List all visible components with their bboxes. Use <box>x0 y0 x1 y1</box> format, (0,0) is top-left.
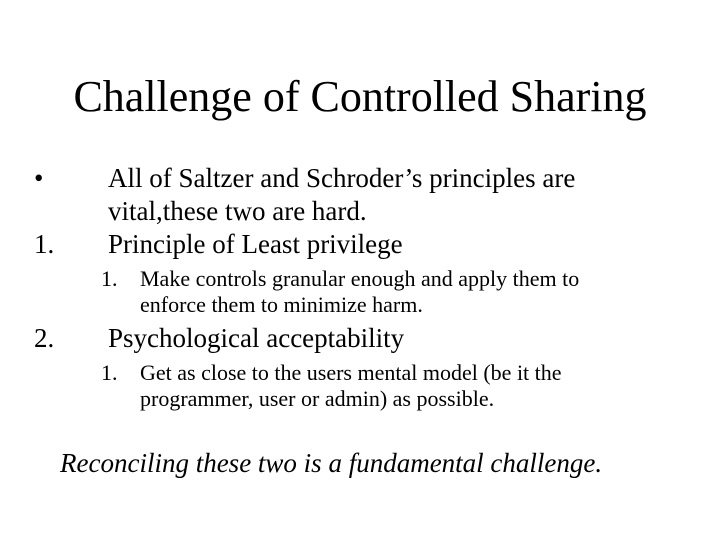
sub-item-text-line: Make controls granular enough and apply them to <box>140 266 580 291</box>
bullet-marker: • <box>34 163 44 193</box>
sub-item-text-line: Get as close to the users mental model (be it the <box>140 360 562 385</box>
sub-item-text-line: enforce them to minimize harm. <box>140 292 423 317</box>
item-number: 1. <box>34 229 55 259</box>
sub-item-text-line: programmer, user or admin) as possible. <box>140 386 495 411</box>
bullet-text-line: vital,these two are hard. <box>108 196 367 226</box>
sub-item-number: 1. <box>101 266 118 291</box>
item-number: 2. <box>34 323 55 353</box>
sub-item-number: 1. <box>101 360 118 385</box>
slide-title: Challenge of Controlled Sharing <box>73 72 647 121</box>
item-heading: Psychological acceptability <box>108 323 405 353</box>
item-heading: Principle of Least privilege <box>108 229 403 259</box>
bullet-text-line: All of Saltzer and Schroder’s principles are <box>108 163 576 193</box>
closing-statement: Reconciling these two is a fundamental challenge. <box>60 448 603 478</box>
